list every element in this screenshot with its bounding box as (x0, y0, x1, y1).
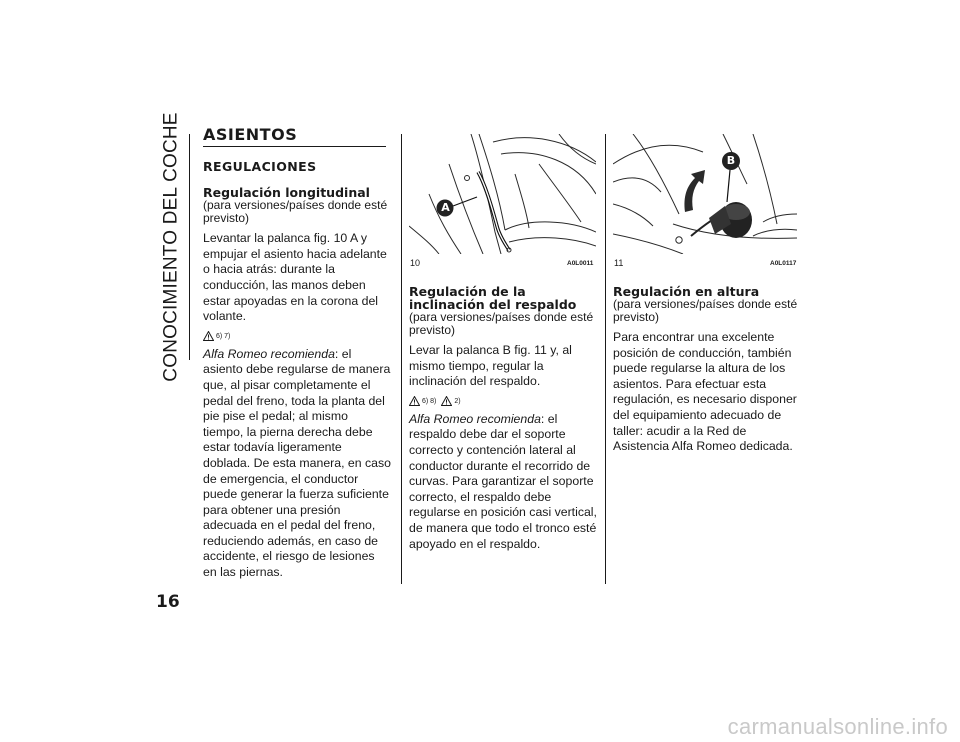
watermark: carmanualsonline.info (727, 714, 948, 739)
section-note: (para versiones/países donde esté previsto) (203, 198, 388, 226)
figure-10-code: A0L0011 (567, 260, 594, 267)
callout-b: B (726, 154, 736, 167)
warning-refs (203, 331, 391, 341)
section-title-longitudinal: Regulación longitudinal (203, 185, 370, 201)
chapter-title-text: CONOCIMIENTO DEL COCHE (161, 112, 182, 382)
side-rule (189, 134, 190, 360)
caution-triangle-icon (441, 396, 452, 406)
column-divider-2 (605, 134, 606, 584)
section-note: (para versiones/países donde esté previsto) (613, 297, 798, 324)
warning-refs-text: 6) 7) (216, 332, 231, 340)
recommendation-text: : el asiento debe regularse de manera que, al pisar completamente el pedal del freno, toda la planta del pie pise el pedal; al mismo tiempo, la pierna derecha debe estar todavía ligeramente doblada. De esta manera, en caso de emergencia, el conductor puede generar la fuerza suficiente para obtener una presión adecuada en el pedal del freno, reduciendo además, en caso de accidente, el riesgo de lesiones en las piernas. (203, 346, 391, 580)
column-2 (409, 285, 599, 558)
warning-refs-text: 6) 8) (422, 397, 437, 405)
footer (0, 712, 960, 742)
subheading: REGULACIONES (203, 158, 317, 174)
recommendation-paragraph (409, 412, 599, 552)
section-title-inclination-2: inclinación del respaldo (409, 297, 577, 312)
warning-refs-text-2: 2) (454, 397, 461, 405)
page-number: 16 (156, 592, 180, 612)
figure-10 (409, 134, 596, 254)
warning-refs (409, 396, 599, 406)
figure-10-number: 10 (410, 258, 421, 268)
column-3 (613, 285, 803, 461)
paragraph: Levantar la palanca fig. 10 A y empujar el asiento hacia adelante o hacia atrás: durante la conducción, las manos deben estar apoyadas en la corona del volante. (203, 231, 387, 324)
column-1 (203, 127, 391, 587)
figure-11-number: 11 (614, 258, 624, 268)
recommendation-paragraph (203, 347, 391, 581)
recommendation-label: Alfa Romeo recomienda (409, 411, 541, 426)
callout-a: A (441, 201, 450, 214)
figure-11 (613, 134, 797, 254)
chapter-side-title (157, 112, 187, 382)
figure-11-code: A0L0117 (770, 260, 797, 267)
warning-triangle-icon (203, 331, 214, 341)
section-title-inclination-1: Regulación de la (409, 284, 526, 299)
seat-lever-illustration (409, 134, 596, 254)
recommendation-text: : el respaldo debe dar el soporte correcto y contención lateral al conductor durante el recorrido de curvas. Para garantizar el soporte correcto, el respaldo debe regularse en posición casi vertical, de manera que todo el tronco esté apoyado en el respaldo. (409, 411, 597, 551)
backrest-lever-illustration (613, 134, 797, 254)
column-divider-1 (401, 134, 402, 584)
warning-triangle-icon (409, 396, 420, 406)
section-title-height: Regulación en altura (613, 284, 760, 299)
main-heading: ASIENTOS (203, 127, 386, 147)
section-note: (para versiones/países donde esté previsto) (409, 310, 594, 337)
paragraph: Para encontrar una excelente posición de conducción, también puede regularse la altura de los asientos. Para efectuar esta regulación, es necesario disponer del equipamiento adecuado de taller: acudir a la Red de Asistencia Alfa Romeo dedicada. (613, 330, 797, 454)
paragraph: Levar la palanca B fig. 11 y, al mismo tiempo, regular la inclinación del respaldo. (409, 343, 572, 389)
recommendation-label: Alfa Romeo recomienda (203, 346, 335, 361)
